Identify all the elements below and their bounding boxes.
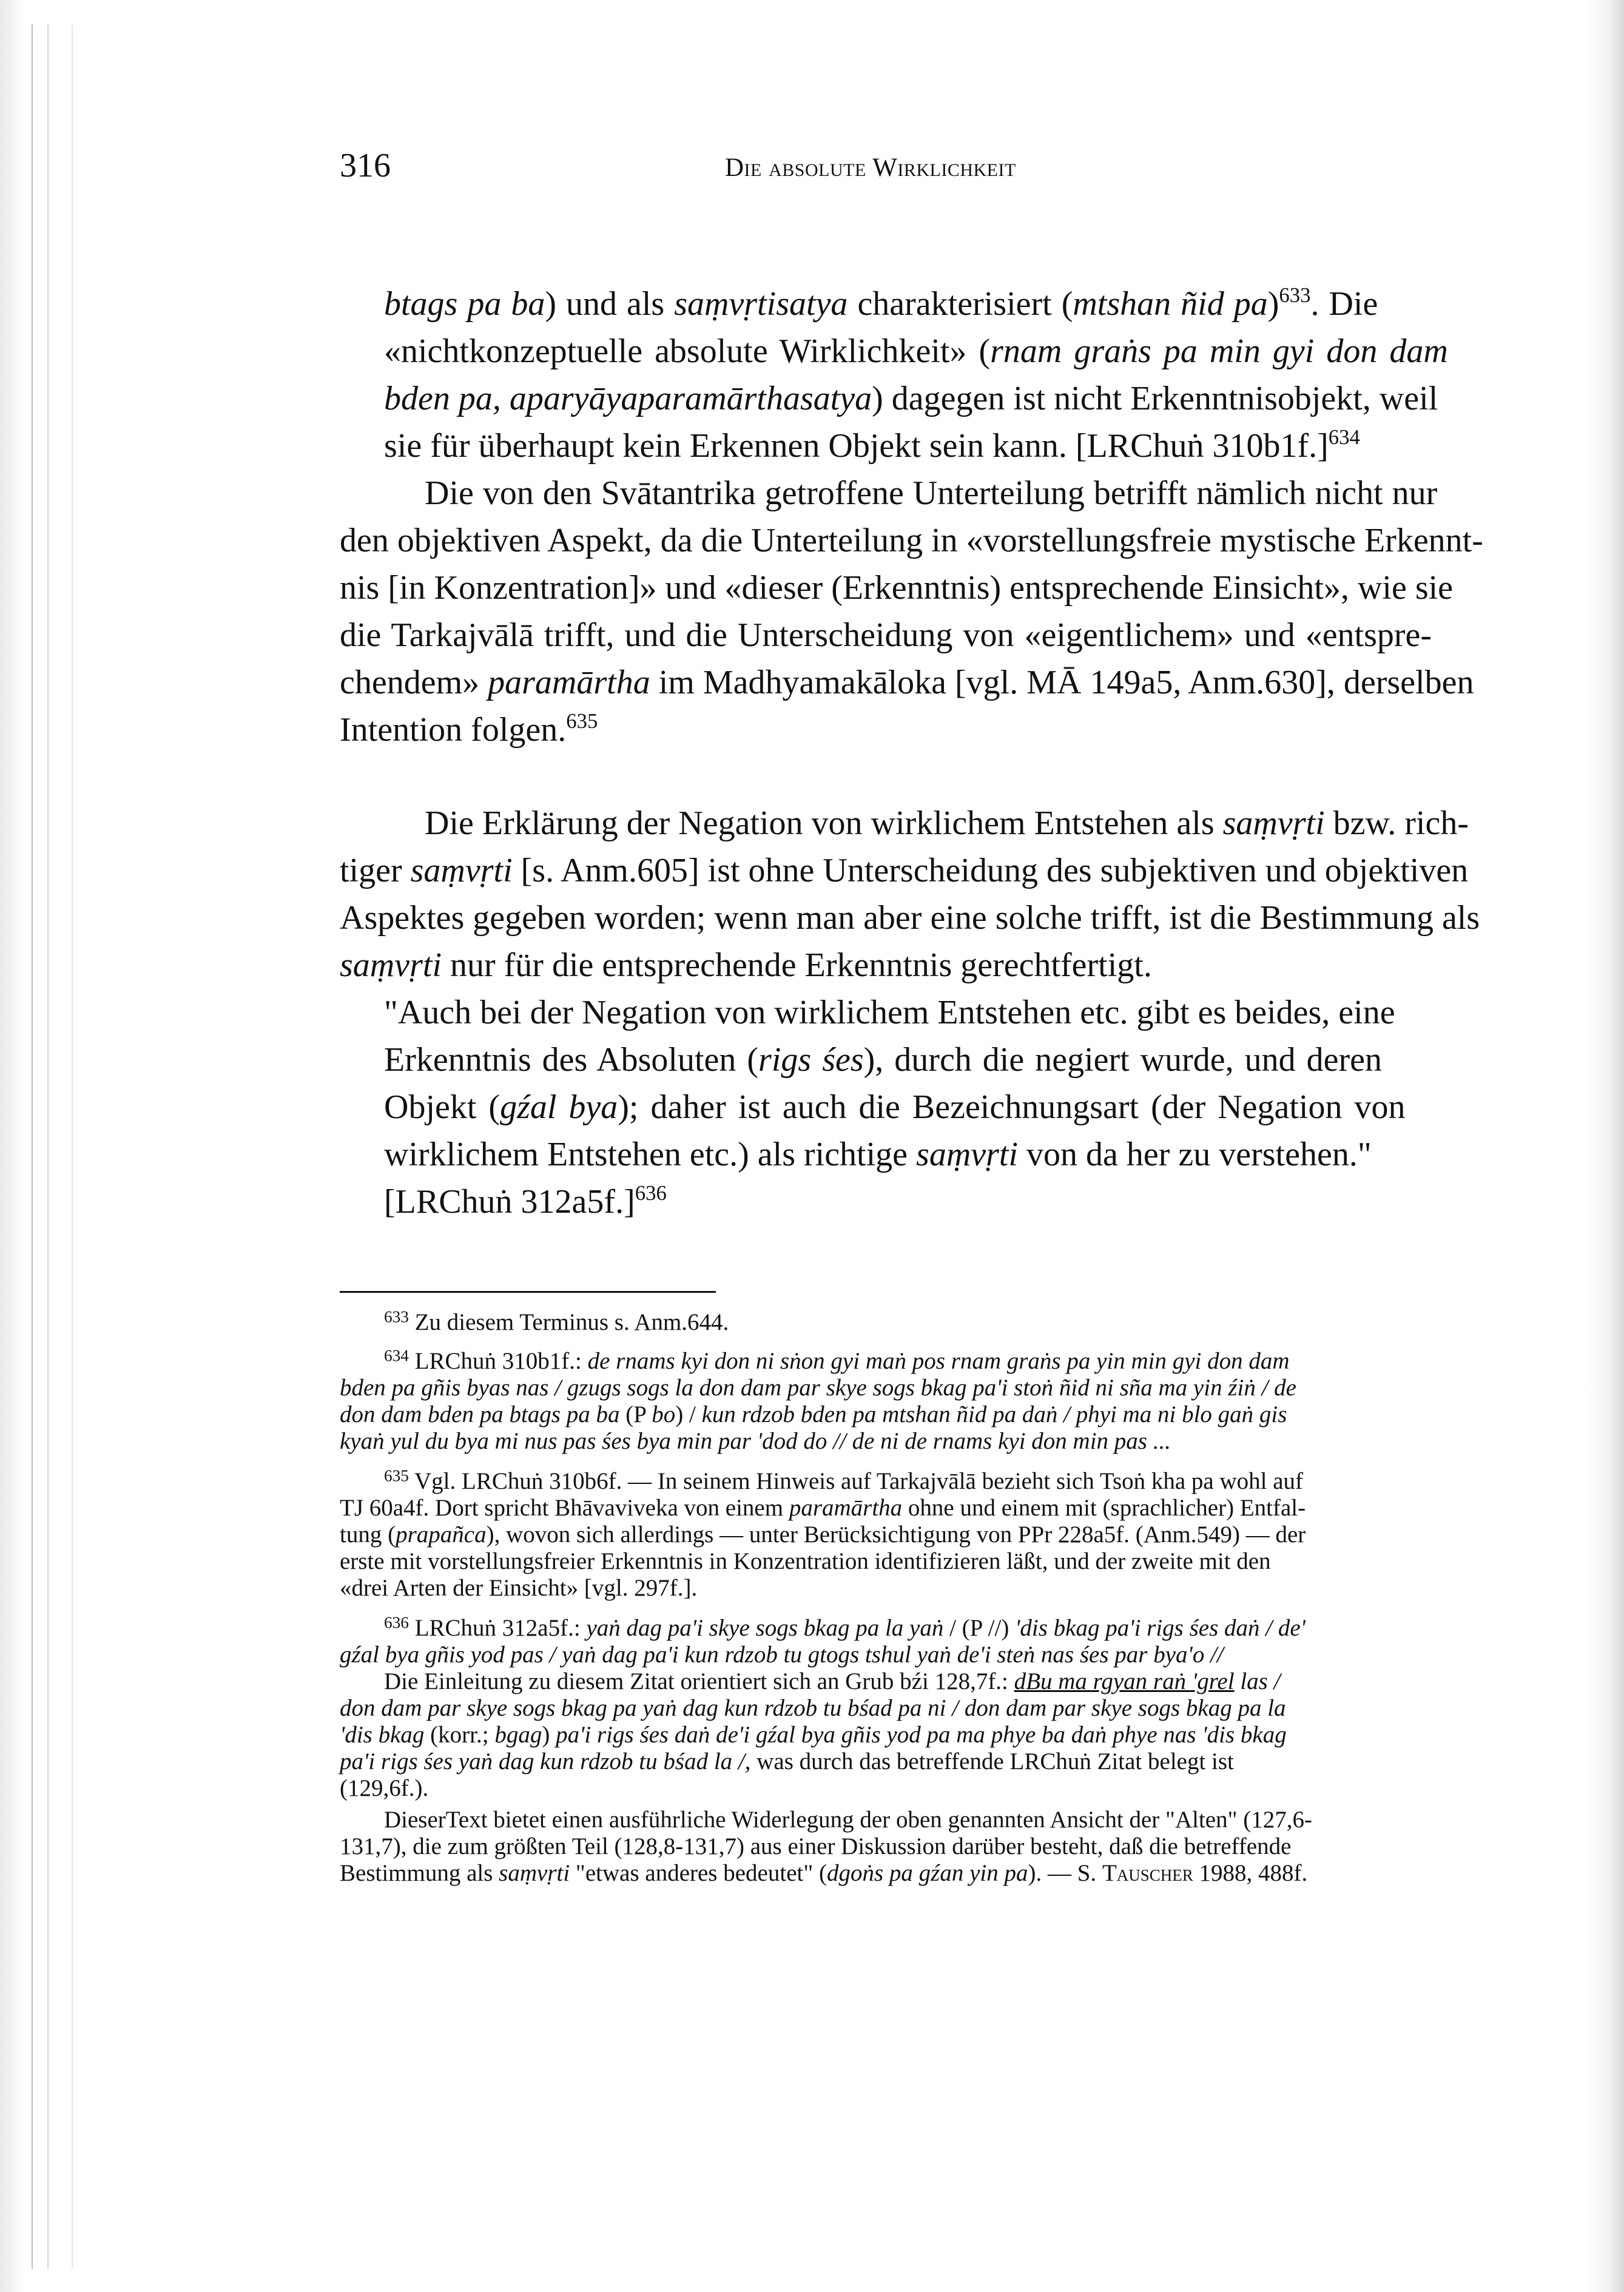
footnote-635: $^{635}$ Vgl. LRChuṅ 310b6f. — In seinem Hinweis auf Tarkajvālā bezieht sich Tsoṅ kha pa wohl auf bbox=[384, 1466, 1304, 1494]
footnote-line: gźal bya gñis yod pas / yaṅ dag pa'i kun rdzob tu gtogs tshul yaṅ de'i steṅ nas śes par bya'o // bbox=[340, 1642, 1224, 1668]
footnote-line: «drei Arten der Einsicht» [vgl. 297f.]. bbox=[340, 1575, 698, 1601]
body-line: Die von den Svātantrika getroffene Unterteilung betrifft nämlich nicht nur bbox=[425, 474, 1438, 512]
footnote-ref[interactable]: 636 bbox=[635, 1181, 667, 1205]
scan-line bbox=[32, 24, 33, 2269]
scan-shadow-left bbox=[0, 0, 91, 2292]
quote-line: Erkenntnis des Absoluten (rigs śes), durch die negiert wurde, und deren bbox=[384, 1041, 1382, 1079]
footnote-line: don dam bden pa btags pa ba (P bo) / kun rdzob bden pa mtshan ñid pa daṅ / phyi ma ni blo gaṅ gis bbox=[340, 1401, 1287, 1427]
footnote-line: DieserText bietet einen ausführliche Widerlegung der oben genannten Ansicht der "Alten" (127,6- bbox=[384, 1807, 1312, 1833]
running-title: Die absolute Wirklichkeit bbox=[725, 153, 1016, 182]
footnote-ref[interactable]: 635 bbox=[566, 709, 598, 733]
quote-line: "Auch bei der Negation von wirklichem Entstehen etc. gibt es beides, eine bbox=[384, 994, 1395, 1031]
body-line: btags pa ba) und als saṃvṛtisatya charakterisiert (mtshan ñid pa)$^{633}$. Die bbox=[384, 283, 1378, 323]
footnote-line: Bestimmung als saṃvṛti "etwas anderes bedeutet" (dgoṅs pa gźan yin pa). — S. Tauscher 1988, 488f. bbox=[340, 1860, 1308, 1886]
footnote-line: Die Einleitung zu diesem Zitat orientiert sich an Grub bźi 128,7f.: dBu ma rgyan raṅ 'grel las / bbox=[384, 1668, 1281, 1694]
footnote-line: 'dis bkag (korr.; bgag) pa'i rigs śes daṅ de'i gźal bya gñis yod pa ma phye ba daṅ phye nas 'dis bkag bbox=[340, 1722, 1287, 1748]
body-line: tiger saṃvṛti [s. Anm.605] ist ohne Unterscheidung des subjektiven und objektiven bbox=[340, 852, 1469, 889]
body-line: die Tarkajvālā trifft, und die Unterscheidung von «eigentlichem» und «entspre- bbox=[340, 616, 1432, 654]
scan-shadow-right bbox=[1588, 0, 1624, 2292]
quote-line: wirklichem Entstehen etc.) als richtige saṃvṛti von da her zu verstehen." bbox=[384, 1136, 1372, 1173]
body-line: den objektiven Aspekt, da die Unterteilung in «vorstellungsfreie mystische Erkennt- bbox=[340, 522, 1483, 559]
body-line: sie für überhaupt kein Erkennen Objekt sein kann. [LRChuṅ 310b1f.]$^{634}$ bbox=[384, 425, 1360, 465]
footnote-line: kyaṅ yul du bya mi nus pas śes bya min par 'dod do // de ni de rnams kyi don min pas ... bbox=[340, 1428, 1171, 1454]
footnote-633: $^{633}$ Zu diesem Terminus s. Anm.644. bbox=[384, 1307, 729, 1335]
footnote-line: pa'i rigs śes yaṅ dag kun rdzob tu bśad la /, was durch das betreffende LRChuṅ Zitat belegt ist bbox=[340, 1748, 1234, 1775]
footnote-634: $^{634}$ LRChuṅ 310b1f.: de rnams kyi don ni sṅon gyi maṅ pos rnam graṅs pa yin min gyi don dam bbox=[384, 1346, 1290, 1374]
footnote-separator bbox=[340, 1291, 716, 1293]
footnote-line: TJ 60a4f. Dort spricht Bhāvaviveka von einem paramārtha ohne und einem mit (sprachlicher) Entfal- bbox=[340, 1495, 1306, 1521]
footnote-ref[interactable]: 634 bbox=[1328, 425, 1360, 450]
page-number: 316 bbox=[340, 147, 391, 184]
footnote-636: $^{636}$ LRChuṅ 312a5f.: yaṅ dag pa'i skye sogs bkag pa la yaṅ / (P //) 'dis bkag pa'i rigs śes daṅ / de' bbox=[384, 1613, 1306, 1641]
footnote-line: (129,6f.). bbox=[340, 1775, 429, 1801]
body-line: chendem» paramārtha im Madhyamakāloka [vgl. MĀ 149a5, Anm.630], derselben bbox=[340, 664, 1474, 701]
body-line: saṃvṛti nur für die entsprechende Erkenntnis gerechtfertigt. bbox=[340, 946, 1152, 984]
footnote-ref[interactable]: 633 bbox=[1279, 283, 1311, 308]
footnote-line: bden pa gñis byas nas / gzugs sogs la don dam par skye sogs bkag pa'i stoṅ ñid ni sña ma yin źiṅ / de bbox=[340, 1375, 1296, 1401]
footnote-line: 131,7), die zum größten Teil (128,8-131,7) aus einer Diskussion darüber besteht, daß die betreffende bbox=[340, 1833, 1292, 1859]
quote-line: [LRChuṅ 312a5f.]$^{636}$ bbox=[384, 1181, 667, 1221]
body-line: nis [in Konzentration]» und «dieser (Erkenntnis) entsprechende Einsicht», wie sie bbox=[340, 569, 1454, 607]
body-line: Aspektes gegeben worden; wenn man aber eine solche trifft, ist die Bestimmung als bbox=[340, 899, 1480, 937]
footnote-line: tung (prapañca), wovon sich allerdings — unter Berücksichtigung von PPr 228a5f. (Anm.549) — der bbox=[340, 1522, 1306, 1548]
footnote-line: erste mit vorstellungsfreier Erkenntnis in Konzentration identifizieren läßt, und der zweite mit den bbox=[340, 1548, 1271, 1574]
body-line: bden pa, aparyāyaparamārthasatya) dagegen ist nicht Erkenntnisobjekt, weil bbox=[384, 380, 1438, 417]
footnote-line: don dam par skye sogs bkag pa yaṅ dag kun rdzob tu bśad pa ni / don dam par skye sogs bkag pa la bbox=[340, 1695, 1286, 1721]
body-line: Intention folgen.$^{635}$ bbox=[340, 709, 598, 749]
body-line: Die Erklärung der Negation von wirklichem Entstehen als saṃvṛti bzw. rich- bbox=[425, 804, 1469, 842]
quote-line: Objekt (gźal bya); daher ist auch die Bezeichnungsart (der Negation von bbox=[384, 1088, 1406, 1126]
body-line: «nichtkonzeptuelle absolute Wirklichkeit» (rnam graṅs pa min gyi don dam bbox=[384, 332, 1448, 370]
scan-line bbox=[47, 24, 49, 2269]
scan-line bbox=[72, 24, 73, 2269]
